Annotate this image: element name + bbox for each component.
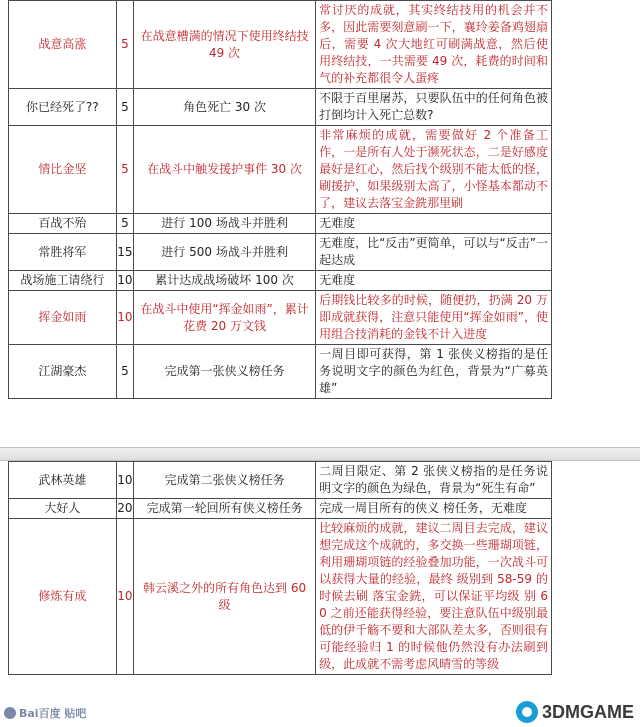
achievement-table-part2	[8, 461, 552, 675]
achievement-points-cell: 15	[116, 234, 133, 271]
achievement-description-cell: 无难度	[316, 271, 552, 291]
achievement-name-cell: 战场施工请绕行	[9, 271, 117, 291]
achievement-description-cell: 二周目限定、第 2 张侠义榜指的是任务说明文字的颜色为绿色，背景为“死生有命”	[316, 462, 552, 499]
table-row	[9, 345, 552, 399]
achievement-condition-cell: 韩云溪之外的所有角色达到 60 级	[134, 519, 316, 675]
achievement-name-cell: 战意高涨	[9, 1, 117, 89]
achievement-description-cell: 无难度	[316, 214, 552, 234]
table-row	[9, 462, 552, 499]
achievement-table-part1-body	[9, 1, 552, 399]
baidu-paw-icon	[4, 707, 16, 719]
achievement-points-cell: 10	[116, 271, 133, 291]
achievement-name-cell: 江湖豪杰	[9, 345, 117, 399]
achievement-table-part1	[8, 0, 552, 399]
achievement-points-cell: 10	[116, 462, 133, 499]
achievement-name-cell: 百战不殆	[9, 214, 117, 234]
table-row	[9, 89, 552, 126]
achievement-condition-cell: 完成第一轮回所有侠义榜任务	[134, 499, 316, 519]
achievement-points-cell: 20	[116, 499, 133, 519]
achievement-name-cell: 武林英雄	[9, 462, 117, 499]
achievement-points-cell: 5	[116, 214, 133, 234]
achievement-condition-cell: 在战斗中触发援护事件 30 次	[134, 126, 316, 214]
achievement-description-cell: 比较麻烦的成就，建议二周目去完成，建议想完成这个成就的，多交换一些珊瑚项链，利用珊瑚项链的经验叠加功能，一次战斗可以获得大量的经验，最终 级别到 58-59 的时候去刷 落宝金銑，可以保证平均级 别 60 之前还能获得经验，要注意队伍中级别最低的伊千觞不要和大部队差太多，否则很有可能经验归 1 的时候他仍然没有办法刷到级，此成就不需考虑风晴雪的等级	[316, 519, 552, 675]
achievement-description-cell: 非常麻烦的成就，需要做好 2 个准备工作，一是所有人处于濒死状态，二是好感度最好是红心，然后找个级别不能太低的怪，刷援护，如果级别太高了，小怪基本都动不了，建议去落宝金銑那里刷	[316, 126, 552, 214]
achievement-description-cell: 后期钱比较多的时候，随便扔，扔满 20 万即成就获得，注意只能使用“挥金如雨”，使用组合技消耗的金钱不计入进度	[316, 291, 552, 345]
3dm-watermark-text: 3DMGAME	[541, 701, 634, 722]
achievement-name-cell: 修炼有成	[9, 519, 117, 675]
achievement-condition-cell: 进行 500 场战斗并胜利	[134, 234, 316, 271]
table-row	[9, 499, 552, 519]
achievement-condition-cell: 在战意槽满的情况下使用终结技 49 次	[134, 1, 316, 89]
achievement-description-cell: 无难度，比“反击”更简单，可以与“反击”一起达成	[316, 234, 552, 271]
achievement-condition-cell: 角色死亡 30 次	[134, 89, 316, 126]
achievement-name-cell: 大好人	[9, 499, 117, 519]
achievement-points-cell: 10	[116, 291, 133, 345]
table-row	[9, 291, 552, 345]
baidu-watermark	[4, 705, 86, 721]
achievement-name-cell: 情比金坚	[9, 126, 117, 214]
achievement-name-cell: 挥金如雨	[9, 291, 117, 345]
table-row	[9, 234, 552, 271]
table-row	[9, 214, 552, 234]
3dm-watermark	[516, 701, 634, 723]
achievement-description-cell: 不限于百里屠苏，只要队伍中的任何角色被打倒均计入死亡总数?	[316, 89, 552, 126]
baidu-watermark-text: Bai百度 贴吧	[19, 707, 87, 720]
achievement-condition-cell: 在战斗中使用“挥金如雨”，累计花费 20 万文钱	[134, 291, 316, 345]
achievement-points-cell: 10	[116, 519, 133, 675]
achievement-condition-cell: 累计达成战场破坏 100 次	[134, 271, 316, 291]
3dm-logo-icon	[516, 701, 538, 723]
page-break-line-top	[0, 447, 640, 448]
achievement-points-cell: 5	[116, 126, 133, 214]
table-row	[9, 126, 552, 214]
table-row	[9, 271, 552, 291]
achievement-condition-cell: 完成第二张侠义榜任务	[134, 462, 316, 499]
page-break-shade	[0, 447, 640, 461]
achievement-table-part2-body	[9, 462, 552, 675]
table-row	[9, 519, 552, 675]
achievement-description-cell: 完成一周目所有的侠义 榜任务，无难度	[316, 499, 552, 519]
achievement-points-cell: 5	[116, 89, 133, 126]
table-row	[9, 1, 552, 89]
achievement-description-cell: 一周目即可获得，第 1 张侠义榜指的是任务说明文字的颜色为红色，背景为“广募英雄”	[316, 345, 552, 399]
achievement-name-cell: 常胜将军	[9, 234, 117, 271]
achievement-points-cell: 5	[116, 345, 133, 399]
achievement-condition-cell: 进行 100 场战斗并胜利	[134, 214, 316, 234]
achievement-name-cell: 你已经死了??	[9, 89, 117, 126]
achievement-description-cell: 常讨厌的成就，其实终结技用的机会并不多，因此需要刻意刷一下，襄玲姜备鸡翅扇后，需要 4 次大地红可刷满战意，然后使用终结技，一共需要 49 次，耗费的时间和气的补充都很令人蛋疼	[316, 1, 552, 89]
achievement-points-cell: 5	[116, 1, 133, 89]
achievement-condition-cell: 完成第一张侠义榜任务	[134, 345, 316, 399]
